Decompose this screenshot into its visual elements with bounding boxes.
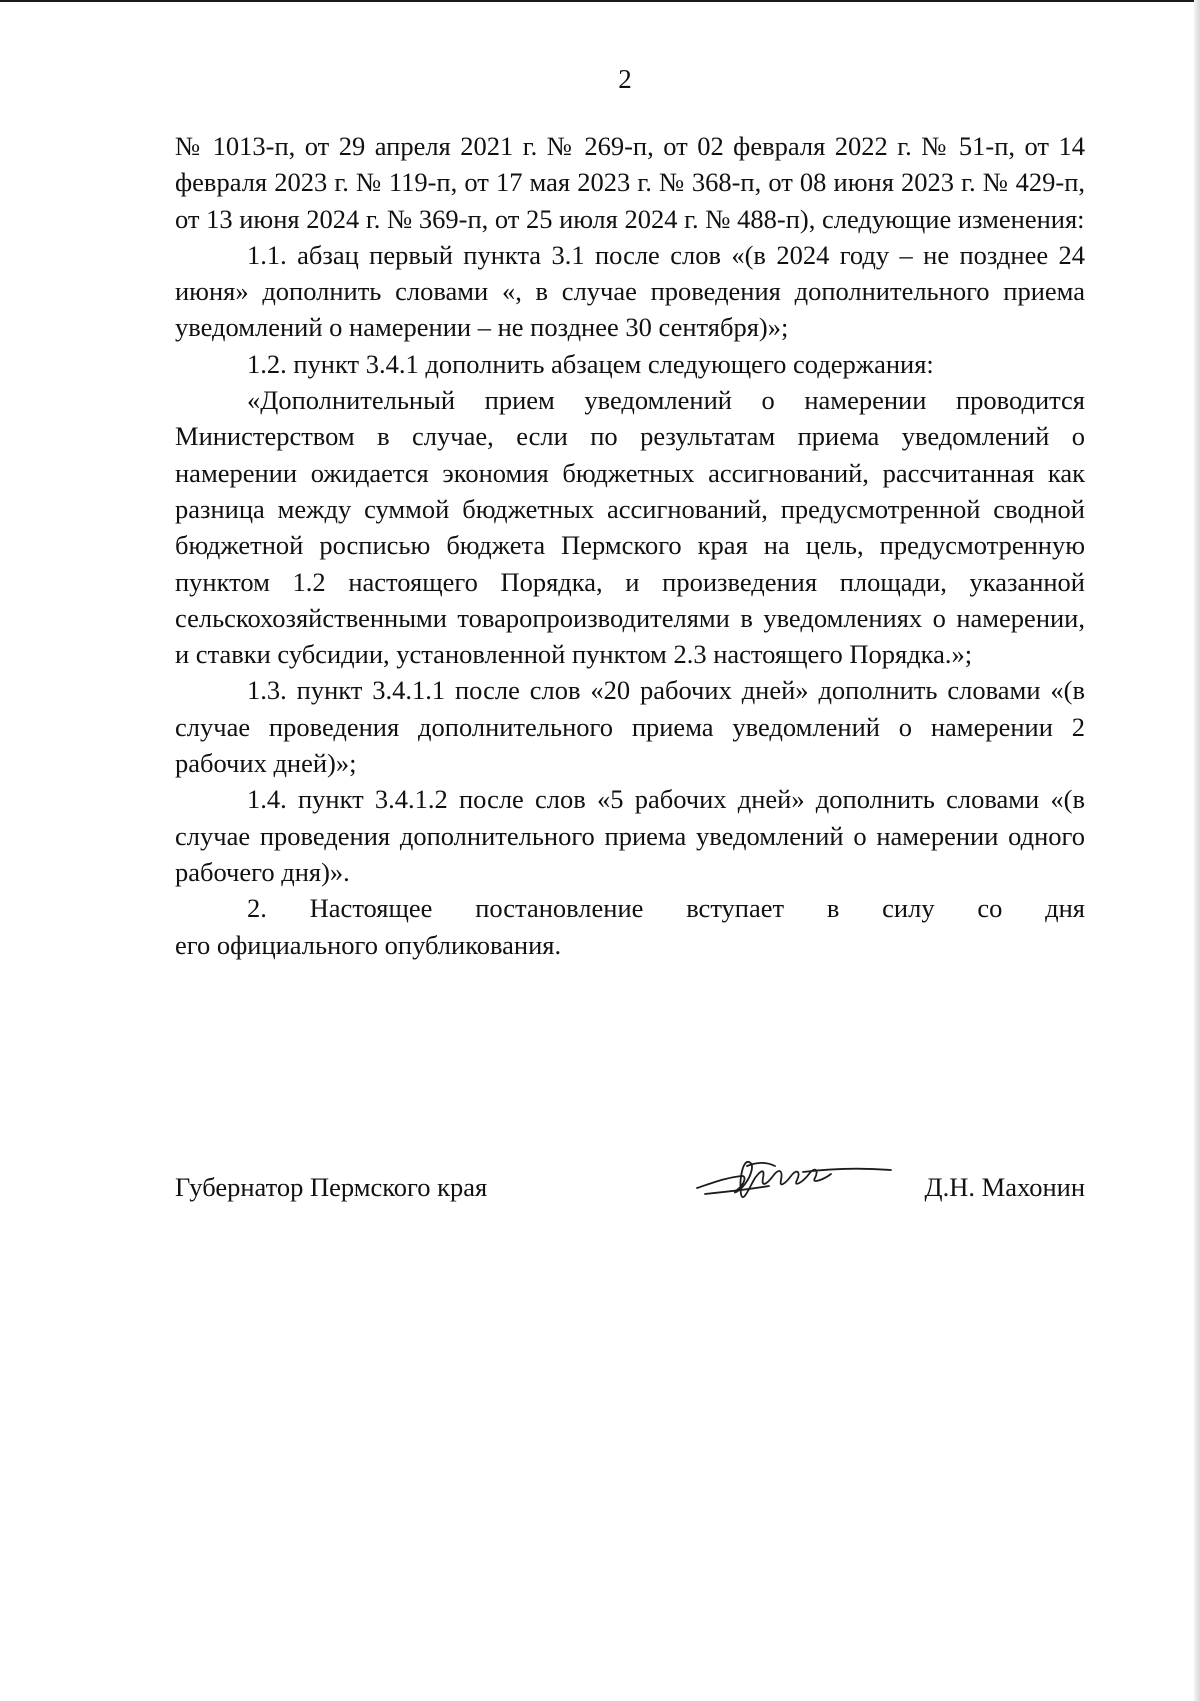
- signatory-name: Д.Н. Махонин: [924, 1172, 1085, 1202]
- paragraph-item-2: 2. Настоящее постановление вступает в силу со дня: [247, 893, 1085, 924]
- paragraph-amended-acts-list: № 1013-п, от 29 апреля 2021 г. № 269-п, от 02 февраля 2022 г. № 51-п, от 14 февраля 2023 г. № 119-п, от 17 мая 2023 г. № 368-п, от 08 июня 2023 г. № 429-п, от 13 июня 2024 г. № 369-п, от 25 июля 2024 г. № 488-п), следующие изменения:: [175, 131, 1085, 234]
- scan-edge-right: [1194, 0, 1200, 1701]
- document-body: [175, 128, 1085, 963]
- page-number: 2: [618, 64, 632, 94]
- signatory-position: Губернатор Пермского края: [175, 1172, 488, 1202]
- scan-edge-top: [0, 0, 1200, 2]
- paragraph-item-2-continuation: его официального опубликования.: [175, 929, 562, 960]
- paragraph-quoted-addition: «Дополнительный прием уведомлений о намерении проводится Министерством в случае, если по результатам приема уведомлений о намерении ожидается экономия бюджетных ассигнований, рассчитанная как разница между суммой бюджетных ассигнований, предусмотренной сводной бюджетной росписью бюджета Пермского края на цель, предусмотренную пунктом 1.2 настоящего Порядка, и произведения площади, указанной сельскохозяйственными товаропроизводителями в уведомлениях о намерении, и ставки субсидии, установленной пунктом 2.3 настоящего Порядка.»;: [175, 385, 1085, 670]
- paragraph-item-1-3: 1.3. пункт 3.4.1.1 после слов «20 рабочих дней» дополнить словами «(в случае проведения дополнительного приема уведомлений о намерении 2 рабочих дней)»;: [175, 675, 1085, 779]
- paragraph-item-1-4: 1.4. пункт 3.4.1.2 после слов «5 рабочих дней» дополнить словами «(в случае проведения дополнительного приема уведомлений о намерении одного рабочего дня)».: [175, 784, 1085, 887]
- paragraph-item-1-1: 1.1. абзац первый пункта 3.1 после слов «(в 2024 году – не позднее 24 июня» дополнить словами «, в случае проведения дополнительного приема уведомлений о намерении – не позднее 30 сентября)»;: [175, 239, 1085, 343]
- handwritten-signature: [685, 1148, 895, 1210]
- signature-block: [175, 1172, 1085, 1222]
- paragraph-item-1-2: 1.2. пункт 3.4.1 дополнить абзацем следующего содержания:: [247, 348, 934, 379]
